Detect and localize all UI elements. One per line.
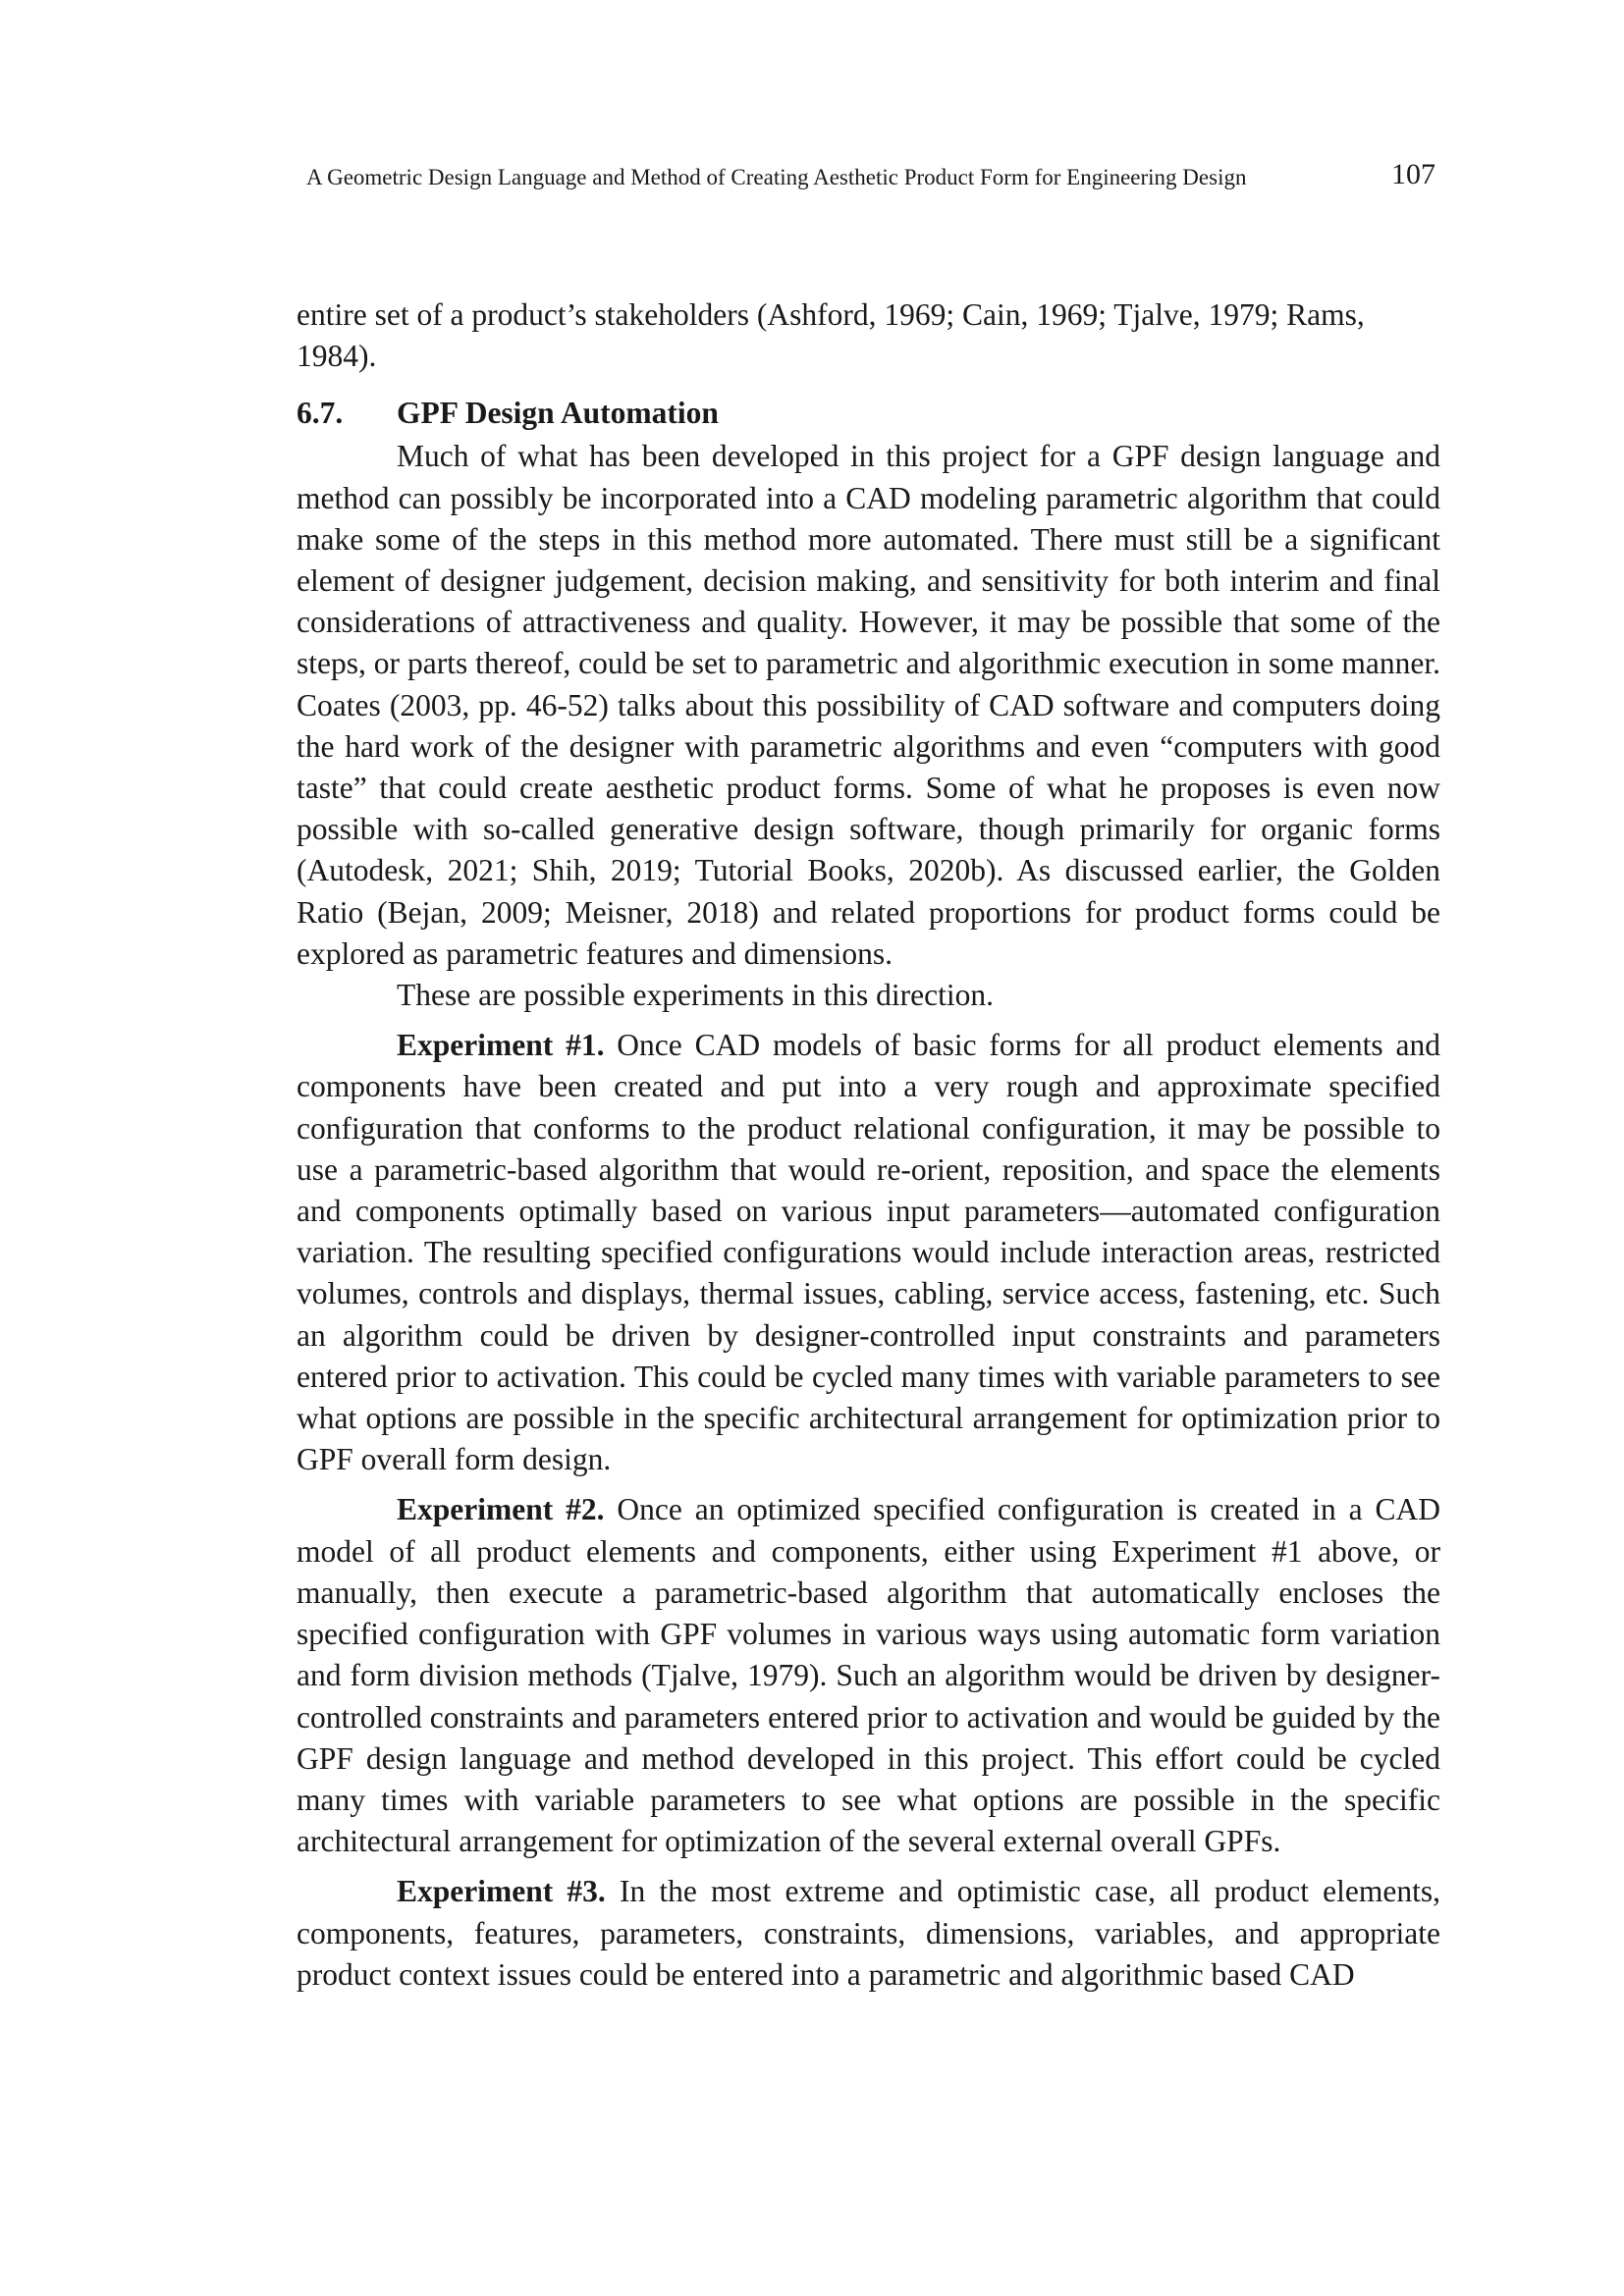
experiment-2-paragraph (297, 1489, 1440, 1862)
experiment-3-text: In the most extreme and optimistic case, all product elements, components, features, parameters, constraints, dimensions, variables, and appropriate product context issues could be entered into a parametric and algorithmic based CAD (297, 1874, 1440, 1992)
experiment-3-label: Experiment #3. (397, 1874, 606, 1909)
section-number: 6.7. (297, 396, 344, 431)
running-header (306, 157, 1435, 196)
section-heading (297, 393, 1440, 434)
running-title: A Geometric Design Language and Method of Creating Aesthetic Product Form for Engineering Design (306, 165, 1247, 189)
experiment-1-label: Experiment #1. (397, 1028, 605, 1063)
body-text (297, 294, 1440, 1996)
experiment-2-text: Once an optimized specified configuration is created in a CAD model of all product elements and components, either using Experiment #1 above, or manually, then execute a parametric-based algorithm that automatically encloses the specified configuration with GPF volumes in various ways using automatic form variation and form division methods (Tjalve, 1979). Such an algorithm would be driven by designer-controlled constraints and parameters entered prior to activation and would be guided by the GPF design language and method developed in this project. This effort could be cycled many times with variable parameters to see what options are possible in the specific architectural arrangement for optimization of the several external overall GPFs. (297, 1492, 1440, 1859)
experiment-1-paragraph (297, 1025, 1440, 1480)
continuation-paragraph: entire set of a product’s stakeholders (Ashford, 1969; Cain, 1969; Tjalve, 1979; Rams, 1984). (297, 297, 1365, 374)
experiment-2-label: Experiment #2. (397, 1492, 605, 1527)
experiment-3-paragraph (297, 1871, 1440, 1996)
section-title: GPF Design Automation (397, 396, 719, 431)
paragraph-experiments-lead: These are possible experiments in this direction. (397, 978, 994, 1013)
paragraph-intro: Much of what has been developed in this project for a GPF design language and method can possibly be incorporated into a CAD modeling parametric algorithm that could make some of the steps in this method more automated. There must still be a significant element of designer judgement, decision making, and sensitivity for both interim and final considerations of attractiveness and quality. However, it may be possible that some of the steps, or parts thereof, could be set to parametric and algorithmic execution in some manner. Coates (2003, pp. 46-52) talks about this possibility of CAD software and computers doing the hard work of the designer with parametric algorithms and even “computers with good taste” that could create aesthetic product forms. Some of what he proposes is even now possible with so-called generative design software, though primarily for organic forms (Autodesk, 2021; Shih, 2019; Tutorial Books, 2020b). As discussed earlier, the Golden Ratio (Bejan, 2009; Meisner, 2018) and related proportions for product forms could be explored as parametric features and dimensions. (297, 439, 1440, 971)
page-number: 107 (1391, 158, 1435, 190)
experiment-1-text: Once CAD models of basic forms for all product elements and components have been created and put into a very rough and approximate specified configuration that conforms to the product relational configuration, it may be possible to use a parametric-based algorithm that would re-orient, reposition, and space the elements and components optimally based on various input parameters—automated configuration variation. The resulting specified configurations would include interaction areas, restricted volumes, controls and displays, thermal issues, cabling, service access, fastening, etc. Such an algorithm could be driven by designer-controlled input constraints and parameters entered prior to activation. This could be cycled many times with variable parameters to see what options are possible in the specific architectural arrangement for optimization prior to GPF overall form design. (297, 1028, 1440, 1477)
